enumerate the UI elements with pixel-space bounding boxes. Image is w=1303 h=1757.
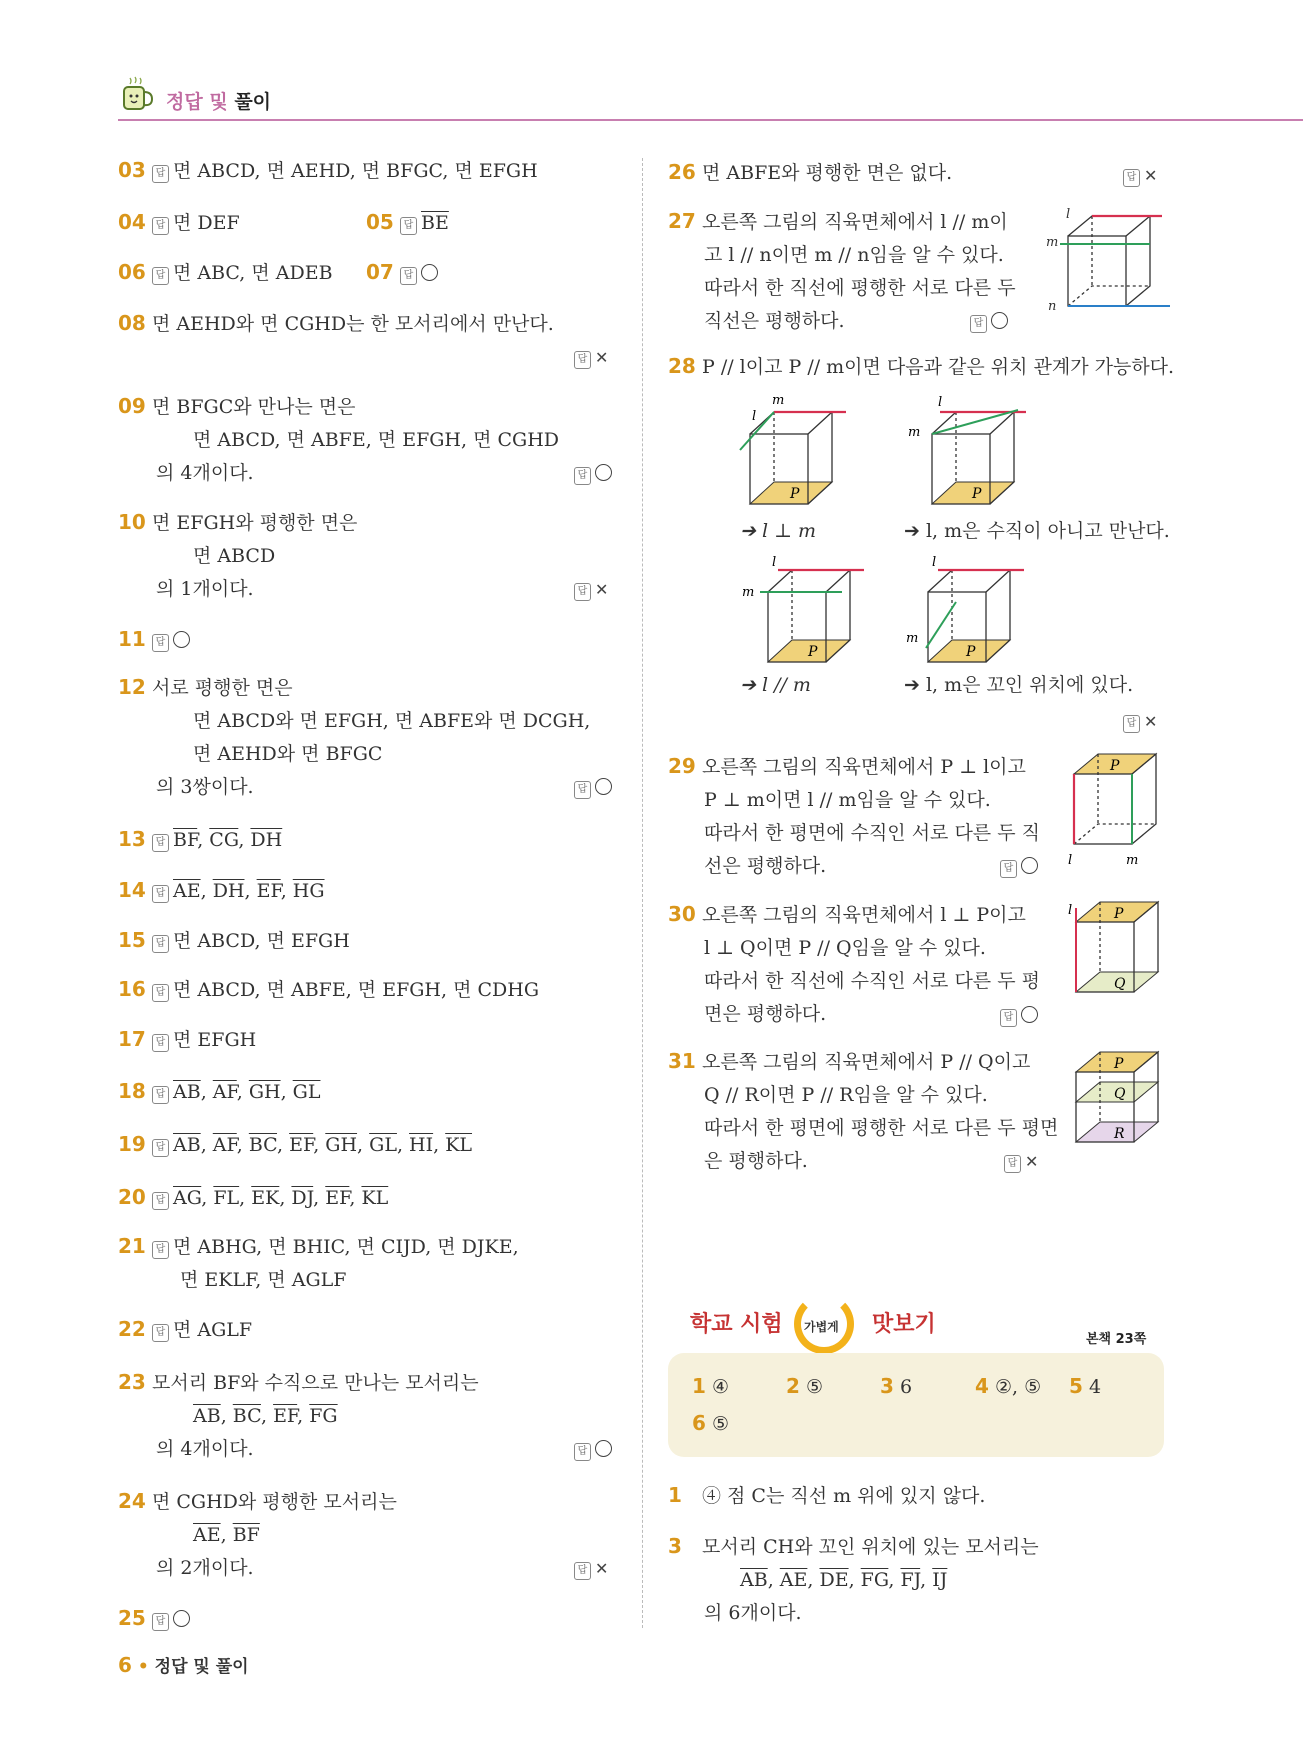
question-18: 18 답 $\overline{AB}$, $\overline{AF}$, $\overline{GH}$, $\overline{GL}$ [118, 1079, 321, 1103]
svg-text:P: P [1114, 1056, 1124, 1072]
answer-o-29: 답 [1000, 854, 1038, 878]
textbook-ref: 본책 23쪽 [1086, 1332, 1147, 1347]
answer-icon: 답 [400, 267, 417, 285]
test-answer-3: 3 6 [880, 1374, 913, 1398]
question-29: 29 오른쪽 그림의 직육면체에서 P ⊥ l이고 P ⊥ m이면 l // m임을 알 수 있다. 따라서 한 평면에 수직인 서로 다른 두 직 선은 평행하다. [668, 754, 1040, 877]
svg-text:Q: Q [1114, 976, 1126, 992]
question-24: 24 면 CGHD와 평행한 모서리는 $\overline{AE}$, $\overline{BF}$ 의 2개이다. [118, 1489, 397, 1579]
svg-text:n: n [1048, 299, 1057, 314]
answer-icon: 답 [152, 267, 169, 285]
svg-text:m: m [742, 585, 755, 600]
answer-x-08: 답 ✕ [574, 345, 608, 370]
figure-28c-cube [738, 556, 868, 668]
caption-28d: ➔ l, m은 꼬인 위치에 있다. [904, 674, 1134, 696]
question-21: 21 답 면 ABHG, 면 BHIC, 면 CIJD, 면 DJKE, 면 EKLF, 면 AGLF [118, 1234, 519, 1291]
svg-text:P: P [808, 644, 818, 660]
svg-text:m: m [908, 425, 921, 440]
question-10: 10 면 EFGH와 평행한 면은 면 ABCD 의 1개이다. [118, 510, 358, 600]
question-13: 13 답 $\overline{BF}$, $\overline{CG}$, $\overline{DH}$ [118, 827, 283, 851]
question-06: 06 답 면 ABC, 면 ADEB [118, 260, 333, 284]
figure-30-cube [1064, 900, 1174, 1000]
svg-text:m: m [1046, 235, 1059, 250]
footer-label: 정답 및 풀이 [154, 1657, 249, 1677]
question-09: 09 면 BFGC와 만나는 면은 면 ABCD, 면 ABFE, 면 EFGH, 면 CGHD 의 4개이다. [118, 394, 559, 484]
figure-28b-cube [902, 392, 1032, 510]
column-divider [642, 158, 643, 1628]
answer-o-12: 답 [574, 775, 612, 799]
svg-text:Q: Q [1114, 1086, 1126, 1102]
test-answer-4: 4 ②, ⑤ [975, 1374, 1042, 1398]
question-19: 19 답 $\overline{AB}$, $\overline{AF}$, $\overline{BC}$, $\overline{EF}$, $\overline{GH}$, $\overline{GL}$, $\overline{HI}$, $\overline{KL}$ [118, 1132, 473, 1156]
answer-box [668, 1353, 1164, 1457]
school-test-title-b: 맛보기 [872, 1312, 936, 1337]
svg-text:l: l [1068, 853, 1073, 868]
question-14: 14 답 $\overline{AE}$, $\overline{DH}$, $\overline{EF}$, $\overline{HG}$ [118, 878, 325, 902]
svg-text:l: l [1066, 207, 1071, 222]
figure-28d-cube [902, 556, 1032, 668]
solution-1: 1 ④ 점 C는 직선 m 위에 있지 않다. [668, 1483, 986, 1507]
answer-x-10: 답 ✕ [574, 577, 608, 602]
svg-text:l: l [938, 395, 943, 410]
question-27: 27 오른쪽 그림의 직육면체에서 l // m이 고 l // n이면 m // n임을 알 수 있다. 따라서 한 직선에 평행한 서로 다른 두 직선은 평행하다. [668, 209, 1016, 332]
answer-x-31: 답 ✕ [1004, 1149, 1038, 1174]
svg-text:l: l [752, 409, 757, 424]
header-rule [118, 119, 1303, 121]
svg-text:P: P [972, 486, 982, 502]
question-25: 25 답 [118, 1602, 190, 1636]
question-07: 07 답 [366, 256, 438, 290]
answer-icon: 답 [400, 217, 417, 235]
figure-29-cube [1064, 752, 1174, 870]
mug-icon [118, 74, 154, 114]
svg-text:l: l [932, 556, 937, 570]
question-11: 11 답 [118, 623, 190, 657]
caption-28a: ➔ l ⊥ m [740, 520, 816, 542]
svg-text:R: R [1114, 1126, 1125, 1142]
figure-31-cube [1074, 1050, 1174, 1150]
caption-28c: ➔ l // m [740, 674, 811, 696]
ring-label: 가볍게 [804, 1320, 839, 1334]
test-answer-2: 2 ⑤ [786, 1374, 824, 1398]
svg-text:l: l [772, 556, 777, 570]
answer-o-09: 답 [574, 461, 612, 485]
test-answer-6: 6 ⑤ [692, 1411, 730, 1435]
svg-text:P: P [966, 644, 976, 660]
question-26: 26 면 ABFE와 평행한 면은 없다. [668, 160, 953, 184]
answer-x-28: 답 ✕ [1123, 709, 1157, 734]
question-28: 28 P // l이고 P // m이면 다음과 같은 위치 관계가 가능하다. [668, 354, 1175, 378]
question-30: 30 오른쪽 그림의 직육면체에서 l ⊥ P이고 l ⊥ Q이면 P // Q임을 알 수 있다. 따라서 한 직선에 수직인 서로 다른 두 평 면은 평행하다. [668, 902, 1040, 1025]
question-31: 31 오른쪽 그림의 직육면체에서 P // Q이고 Q // R이면 P // R임을 알 수 있다. 따라서 한 평면에 평행한 서로 다른 두 평면 은 평행하다. [668, 1049, 1059, 1172]
figure-27-cube [1040, 206, 1170, 318]
svg-text:P: P [1110, 758, 1120, 774]
svg-text:m: m [772, 393, 785, 408]
question-08: 08 면 AEHD와 면 CGHD는 한 모서리에서 만난다. [118, 311, 554, 335]
svg-text:m: m [1126, 853, 1139, 868]
svg-text:P: P [1114, 906, 1124, 922]
school-test-title: 학교 시험 [690, 1312, 783, 1337]
question-15: 15 답 면 ABCD, 면 EFGH [118, 928, 350, 952]
answer-icon: 답 [152, 165, 169, 183]
question-20: 20 답 $\overline{AG}$, $\overline{FL}$, $\overline{EK}$, $\overline{DJ}$, $\overline{EF}$, $\overline{KL}$ [118, 1185, 389, 1209]
page-footer: 6 • 정답 및 풀이 [118, 1653, 249, 1677]
caption-28b: ➔ l, m은 수직이 아니고 만난다. [904, 520, 1170, 542]
test-answer-1: 1 ④ [692, 1374, 730, 1398]
answer-o-23: 답 [574, 1437, 612, 1461]
question-17: 17 답 면 EFGH [118, 1027, 257, 1051]
svg-text:m: m [906, 631, 919, 646]
answer-o-27: 답 [970, 309, 1008, 333]
question-22: 22 답 면 AGLF [118, 1317, 253, 1341]
test-answer-5: 5 4 [1069, 1374, 1102, 1398]
page-header-title: 정답 및 풀이 [166, 91, 272, 113]
figure-28a-cube [738, 392, 848, 510]
svg-text:l: l [1068, 903, 1073, 918]
question-04: 04 답 면 DEF [118, 210, 240, 234]
answer-icon: 답 [152, 217, 169, 235]
circle-mark-icon [421, 264, 438, 281]
svg-text:P: P [790, 486, 800, 502]
question-05: 05 답 $\overline{BE}$ [366, 210, 449, 234]
question-16: 16 답 면 ABCD, 면 ABFE, 면 EFGH, 면 CDHG [118, 977, 539, 1001]
question-23: 23 모서리 BF와 수직으로 만나는 모서리는 $\overline{AB}$, $\overline{BC}$, $\overline{EF}$, $\overline{FG}$ 의 4개이다. [118, 1370, 479, 1460]
question-03: 03 답 면 ABCD, 면 AEHD, 면 BFGC, 면 EFGH [118, 158, 538, 182]
answer-o-30: 답 [1000, 1003, 1038, 1027]
answer-x-26: 답 ✕ [1123, 163, 1157, 188]
solution-3: 3 모서리 CH와 꼬인 위치에 있는 모서리는 $\overline{AB}$, $\overline{AE}$, $\overline{DE}$, $\overline{FG}$, $\overline{FJ}$, $\overline{IJ}$ 의 6개이다. [668, 1534, 1039, 1624]
page-number: 6 [118, 1653, 132, 1677]
question-12: 12 서로 평행한 면은 면 ABCD와 면 EFGH, 면 ABFE와 면 DCGH, 면 AEHD와 면 BFGC 의 3쌍이다. [118, 675, 591, 798]
answer-x-24: 답 ✕ [574, 1556, 608, 1581]
